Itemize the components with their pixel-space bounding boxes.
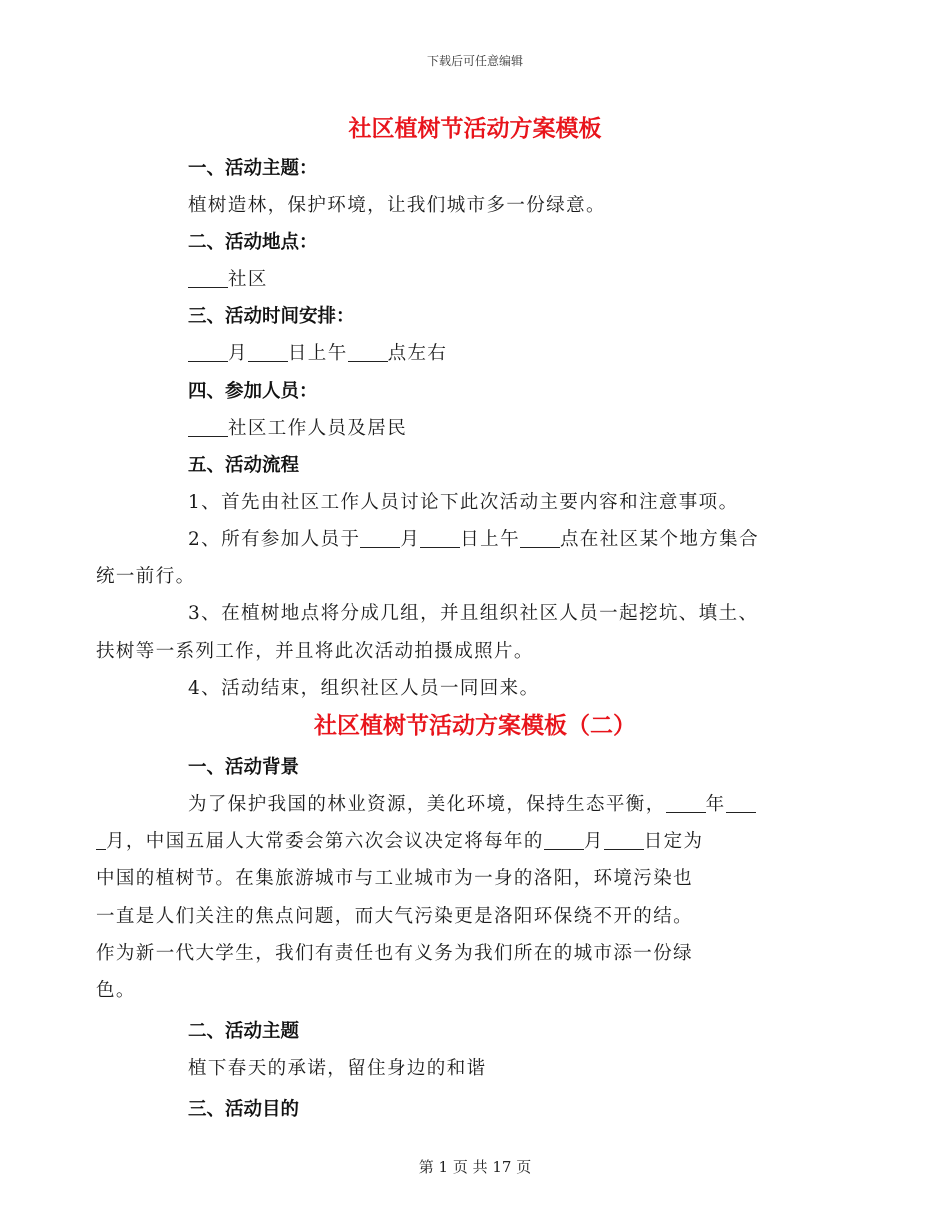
blank-line bbox=[520, 529, 560, 548]
time-month: 月 bbox=[228, 343, 248, 365]
section-text-time bbox=[142, 335, 808, 372]
bg-part: 作为新一代大学生，我们有责任也有义务为我们所在的城市添一份绿 bbox=[96, 942, 694, 964]
bg-part: 月，中国五届人大常委会第六次会议决定将每年的 bbox=[106, 831, 544, 853]
bg-part: 一直是人们关注的焦点问题，而大气污染更是洛阳环保绕不开的结。 bbox=[96, 905, 694, 927]
section-heading-theme: 一、活动主题： bbox=[188, 158, 318, 179]
doc-title-2: 社区植树节活动方案模板（二） bbox=[314, 712, 636, 740]
blank-line bbox=[96, 831, 106, 850]
section-text-theme: 植树造林，保护环境，让我们城市多一份绿意。 bbox=[188, 195, 606, 216]
step3-part: 3、在植树地点将分成几组，并且组织社区人员一起挖坑、填土、 bbox=[188, 603, 759, 625]
blank-line bbox=[666, 794, 706, 813]
blank-line bbox=[544, 831, 584, 850]
section-text-location bbox=[142, 261, 808, 298]
section-heading-background: 一、活动背景 bbox=[188, 757, 300, 779]
step2-part: 2、所有参加人员于 bbox=[188, 529, 361, 551]
section-heading-participants: 四、参加人员： bbox=[188, 380, 318, 402]
blank-line bbox=[188, 343, 228, 362]
doc-title: 社区植树节活动方案模板 bbox=[348, 115, 602, 142]
bg-part: 为了保护我国的林业资源，美化环境，保持生态平衡， bbox=[188, 794, 666, 816]
process-step-2 bbox=[96, 521, 808, 595]
bg-line-2 bbox=[96, 831, 703, 852]
page-header-note: 下载后可任意编辑 bbox=[426, 54, 523, 68]
process-step-4: 4、活动结束，组织社区人员一同回来。 bbox=[188, 677, 540, 699]
step2-part: 统一前行。 bbox=[96, 566, 196, 588]
step2-part: 月 bbox=[400, 529, 421, 551]
time-hour: 点左右 bbox=[387, 343, 448, 365]
page-footer-number: 第 1 页 共 17 页 bbox=[418, 1158, 532, 1176]
section-heading-time: 三、活动时间安排： bbox=[188, 306, 355, 328]
location-text: 社区 bbox=[228, 269, 268, 291]
blank-line bbox=[360, 529, 400, 548]
participants-text: 社区工作人员及居民 bbox=[228, 417, 408, 439]
section-text-background bbox=[96, 786, 808, 1009]
blank-line bbox=[248, 343, 288, 362]
section-text-theme-2: 植下春天的承诺，留住身边的和谐 bbox=[188, 1058, 487, 1080]
section-heading-theme-2: 二、活动主题 bbox=[188, 1021, 300, 1043]
blank-line bbox=[726, 794, 756, 813]
step3-part: 扶树等一系列工作，并且将此次活动拍摄成照片。 bbox=[96, 640, 534, 662]
section-heading-process: 五、活动流程 bbox=[188, 454, 300, 476]
section-heading-purpose: 三、活动目的 bbox=[188, 1099, 300, 1121]
blank-line bbox=[188, 269, 228, 288]
blank-line bbox=[348, 343, 388, 362]
document-body bbox=[96, 110, 808, 1128]
bg-part: 月 bbox=[583, 831, 604, 853]
blank-line bbox=[420, 529, 460, 548]
bg-part: 中国的植树节。在集旅游城市与工业城市为一身的洛阳，环境污染也 bbox=[96, 868, 694, 890]
blank-line bbox=[188, 418, 228, 437]
bg-part: 色。 bbox=[96, 980, 136, 1002]
step2-part: 日上午 bbox=[460, 529, 520, 551]
bg-part: 年 bbox=[705, 794, 726, 816]
section-heading-location: 二、活动地点： bbox=[188, 232, 318, 254]
bg-part: 日定为 bbox=[643, 831, 704, 853]
process-step-1: 1、首先由社区工作人员讨论下此次活动主要内容和注意事项。 bbox=[188, 491, 739, 513]
process-step-3 bbox=[96, 595, 808, 669]
section-text-participants bbox=[142, 410, 808, 447]
step2-part: 点在社区某个地方集合 bbox=[559, 529, 759, 551]
time-day: 日上午 bbox=[287, 343, 348, 365]
blank-line bbox=[604, 831, 644, 850]
